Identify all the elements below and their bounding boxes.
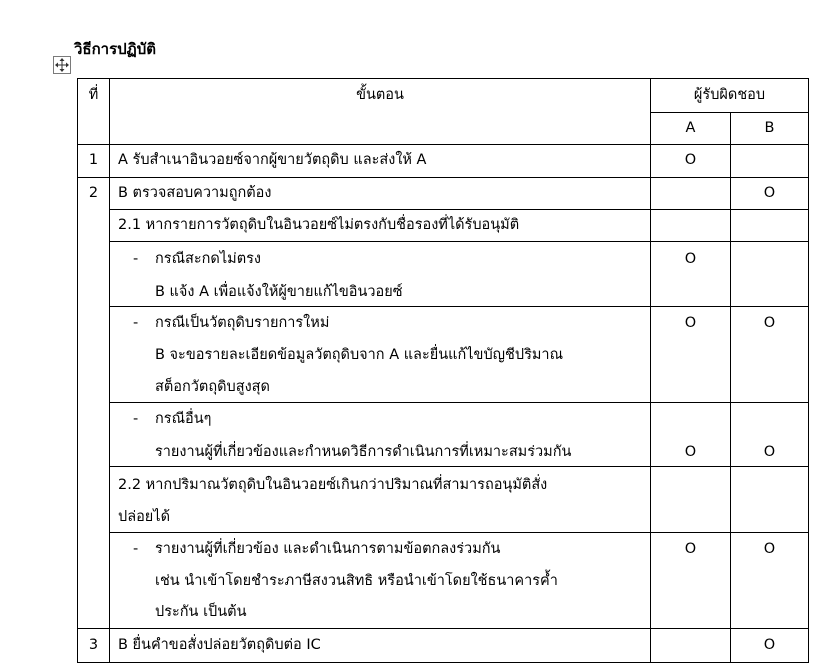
row-2-2a-b: O (763, 541, 776, 557)
header-step: ขั้นตอน (356, 87, 404, 103)
row-3-text: B ยื่นคำขอสั่งปล่อยวัตถุดิบต่อ IC (118, 637, 321, 653)
row-2-2a-line3: ประกัน เป็นต้น (155, 604, 247, 620)
row-2-1b-line2: B จะขอรายละเอียดข้อมูลวัตถุดิบจาก A และยื่นแก้ไขบัญชีปริมาณ (155, 347, 564, 363)
header-responsible: ผู้รับผิดชอบ (693, 87, 766, 103)
header-col-b: B (764, 120, 775, 136)
row-2-1a-line2: B แจ้ง A เพื่อแจ้งให้ผู้ขายแก้ไขอินวอยซ์ (155, 284, 403, 300)
header-col-a: A (685, 120, 696, 136)
row-3-number: 3 (88, 637, 99, 653)
row-2-1b-a: O (684, 315, 697, 331)
row-1-text: A รับสำเนาอินวอยซ์จากผู้ขายวัตถุดิบ และส่งให้ A (118, 152, 427, 168)
row-2-1-text: 2.1 หากรายการวัตถุดิบในอินวอยซ์ไม่ตรงกับชื่อรองที่ได้รับอนุมัติ (118, 217, 520, 233)
row-2-2a-dash: - (133, 541, 139, 557)
row-2-1c-line1: กรณีอื่นๆ (155, 411, 212, 427)
row-2-1b-line1: กรณีเป็นวัตถุดิบรายการใหม่ (155, 315, 330, 331)
row-2-2a-a: O (684, 541, 697, 557)
row-2-b: O (763, 185, 776, 201)
section-heading: วิธีการปฏิบัติ (74, 40, 156, 58)
row-2-1a-dash: - (133, 251, 139, 267)
row-2-1c-line2: รายงานผู้ที่เกี่ยวข้องและกำหนดวิธีการดำเนินการที่เหมาะสมร่วมกัน (155, 444, 572, 460)
row-1-a: O (684, 152, 697, 168)
row-2-1c-b: O (763, 444, 776, 460)
row-2-1b-b: O (763, 315, 776, 331)
row-2-1c-dash: - (133, 411, 139, 427)
row-3-b: O (763, 637, 776, 653)
row-2-2a-line2: เช่น นำเข้าโดยชำระภาษีสงวนสิทธิ หรือนำเข้าโดยใช้ธนาคารค้ำ (155, 573, 558, 589)
row-2-2-line2: ปล่อยได้ (118, 509, 171, 525)
row-2-1c-a: O (684, 444, 697, 460)
row-2-2-line1: 2.2 หากปริมาณวัตถุดิบในอินวอยซ์เกินกว่าปริมาณที่สามารถอนุมัติสั่ง (118, 477, 548, 493)
header-no: ที่ (88, 87, 99, 103)
row-2-number: 2 (88, 185, 99, 201)
row-2-1b-line3: สต็อกวัตถุดิบสูงสุด (155, 379, 270, 395)
row-1-number: 1 (88, 152, 99, 168)
row-2-2a-line1: รายงานผู้ที่เกี่ยวข้อง และดำเนินการตามข้อตกลงร่วมกัน (155, 541, 501, 557)
row-2-1a-a: O (684, 251, 697, 267)
row-2-1b-dash: - (133, 315, 139, 331)
row-2-text: B ตรวจสอบความถูกต้อง (118, 185, 272, 201)
row-2-1a-line1: กรณีสะกดไม่ตรง (155, 251, 261, 267)
